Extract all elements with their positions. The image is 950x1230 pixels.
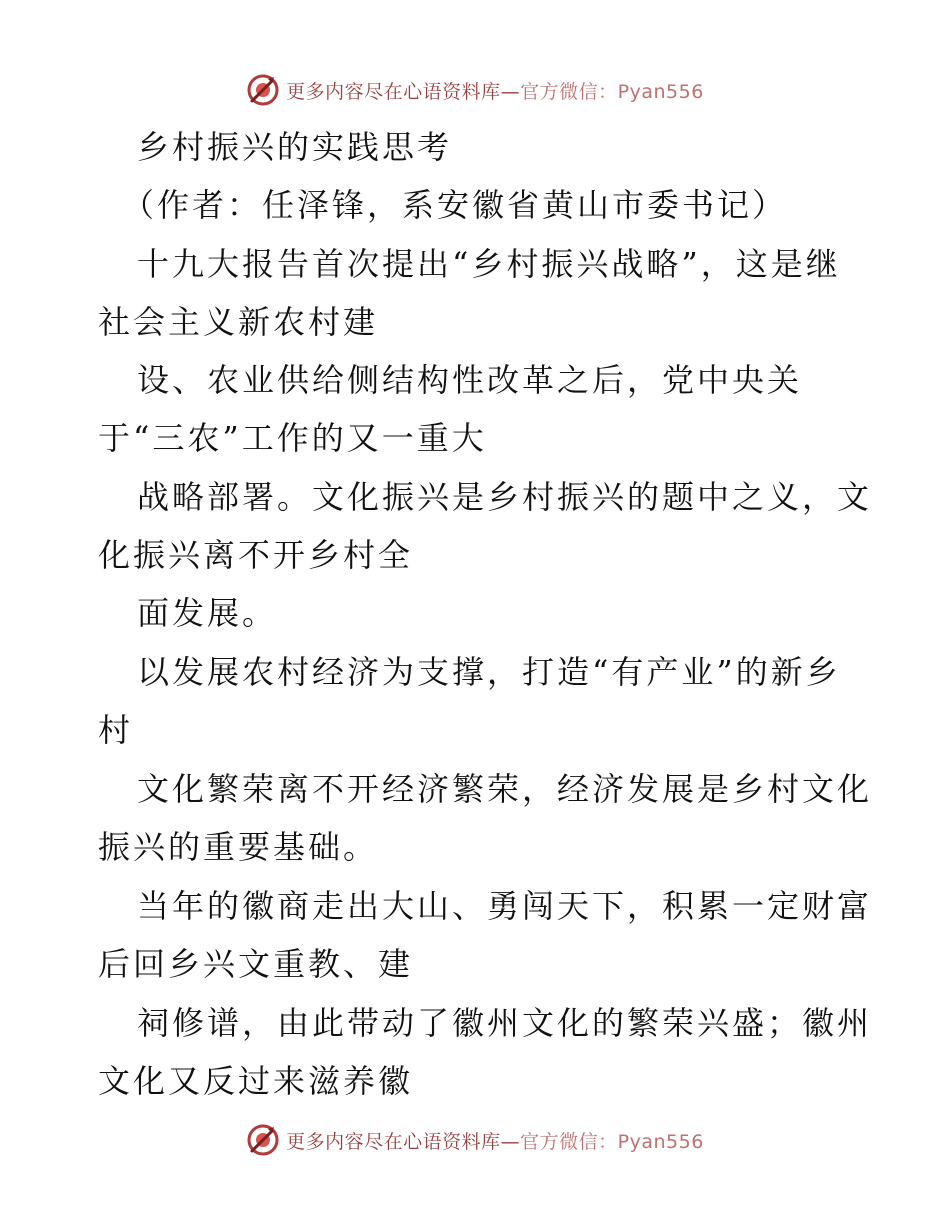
section-heading: 以发展农村经济为支撑，打造“有产业”的新乡 bbox=[137, 653, 841, 691]
footer-banner bbox=[0, 1122, 950, 1158]
paragraph-line: 战略部署。文化振兴是乡村振兴的题中之义，文 bbox=[137, 478, 873, 516]
section-heading: 村 bbox=[98, 711, 134, 749]
document-title: 乡村振兴的实践思考 bbox=[137, 128, 453, 166]
author-line: （作者：任泽锋，系安徽省黄山市委书记） bbox=[122, 186, 788, 224]
paragraph-line: 设、农业供给侧结构性改革之后，党中央关 bbox=[137, 361, 803, 399]
logo-icon bbox=[246, 73, 280, 107]
banner-label: 更多内容尽在心语资料库—官方微信：Pyan556 bbox=[286, 80, 704, 103]
paragraph-line: 文化又反过来滋养徽 bbox=[98, 1062, 414, 1100]
paragraph-line: 于“三农”工作的又一重大 bbox=[98, 419, 487, 457]
wechat-id: 官方微信：Pyan556 bbox=[520, 80, 704, 103]
paragraph-line: 十九大报告首次提出“乡村振兴战略”，这是继 bbox=[137, 245, 841, 283]
paragraph-line: 振兴的重要基础。 bbox=[98, 828, 379, 866]
paragraph-line: 文化繁荣离不开经济繁荣，经济发展是乡村文化 bbox=[137, 770, 873, 808]
paragraph-line: 祠修谱，由此带动了徽州文化的繁荣兴盛；徽州 bbox=[137, 1004, 873, 1042]
paragraph-line: 后回乡兴文重教、建 bbox=[98, 945, 414, 983]
paragraph-line: 当年的徽商走出大山、勇闯天下，积累一定财富 bbox=[137, 887, 873, 925]
paragraph-line: 社会主义新农村建 bbox=[98, 303, 379, 341]
paragraph-line: 化振兴离不开乡村全 bbox=[98, 536, 414, 574]
logo-icon bbox=[246, 1123, 280, 1157]
header-banner bbox=[0, 72, 950, 108]
wechat-id: 官方微信：Pyan556 bbox=[520, 1130, 704, 1153]
paragraph-line: 面发展。 bbox=[137, 594, 278, 632]
banner-label: 更多内容尽在心语资料库—官方微信：Pyan556 bbox=[286, 1130, 704, 1153]
